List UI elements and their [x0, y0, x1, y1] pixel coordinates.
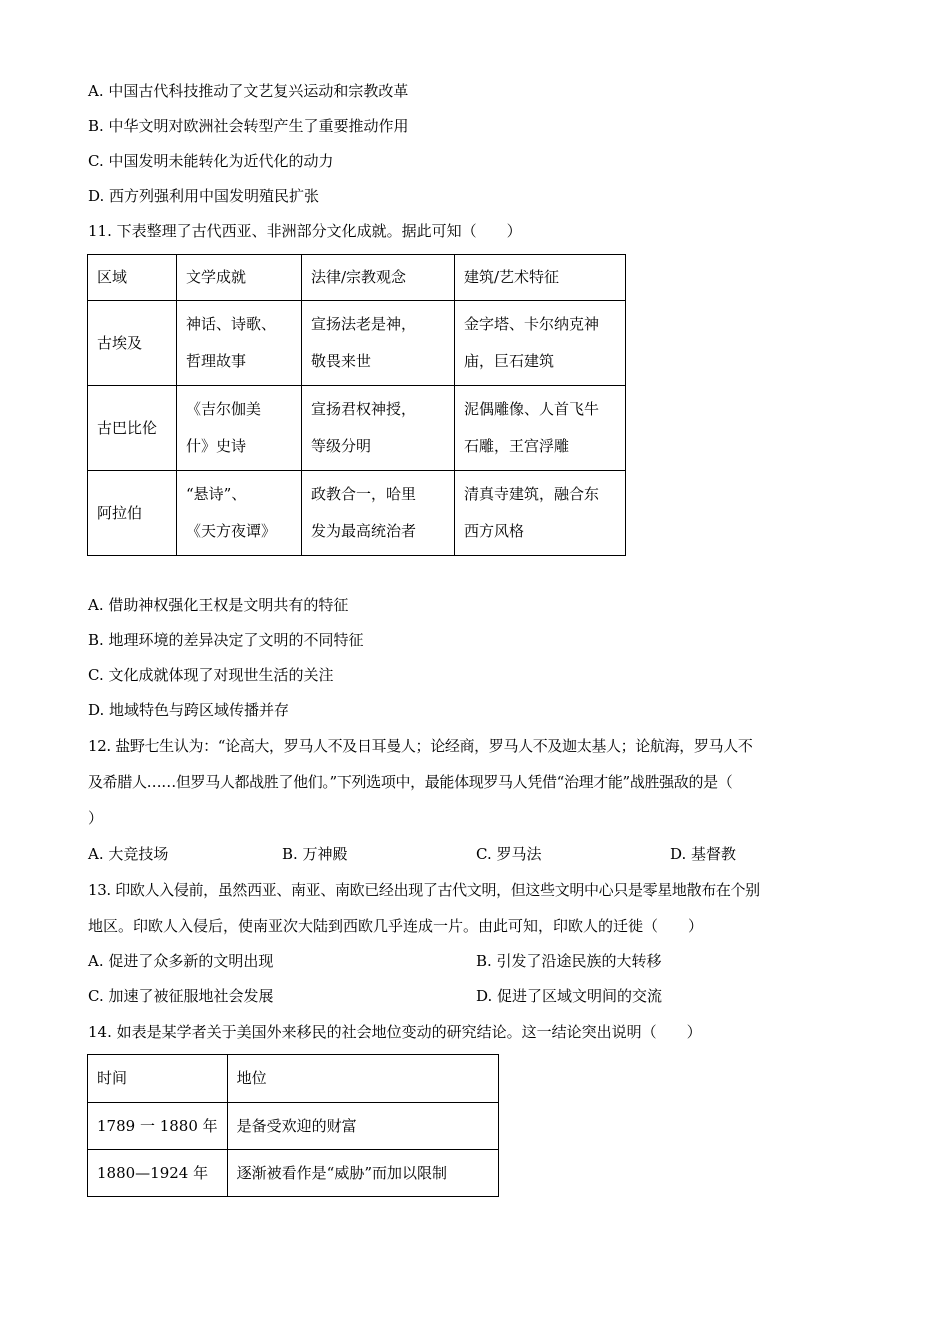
q14-table — [87, 1054, 499, 1197]
table-cell-literature: 神话、诗歌、 哲理故事 — [177, 301, 302, 386]
table-cell-law: 政教合一，哈里 发为最高统治者 — [302, 471, 455, 556]
q14-stem: 14. 如表是某学者关于美国外来移民的社会地位变动的研究结论。这一结论突出说明（ ） — [88, 1023, 702, 1041]
q13-stem-line1: 13. 印欧人入侵前，虽然西亚、南亚、南欧已经出现了古代文明，但这些文明中心只是零星地散布在个别 — [88, 881, 760, 899]
table-cell-time: 1880—1924 年 — [88, 1150, 228, 1197]
table-header-cell: 地位 — [227, 1055, 498, 1103]
q13-option-a: A. 促进了众多新的文明出现 — [88, 952, 274, 970]
q11-table — [87, 254, 626, 556]
table-cell-literature: 《吉尔伽美 什》史诗 — [177, 386, 302, 471]
table-header-cell: 文学成就 — [177, 255, 302, 301]
table-row — [88, 301, 626, 386]
table-header-cell: 法律/宗教观念 — [302, 255, 455, 301]
q13-option-b: B. 引发了沿途民族的大转移 — [476, 952, 662, 970]
table-cell-time: 1789 一 1880 年 — [88, 1103, 228, 1150]
table-cell-law: 宣扬法老是神， 敬畏来世 — [302, 301, 455, 386]
table-header-cell: 建筑/艺术特征 — [455, 255, 626, 301]
table-cell-architecture: 清真寺建筑，融合东 西方风格 — [455, 471, 626, 556]
table-header-cell: 时间 — [88, 1055, 228, 1103]
q11-option-b: B. 地理环境的差异决定了文明的不同特征 — [88, 631, 364, 649]
table-row — [88, 386, 626, 471]
q12-stem-line3: ） — [88, 809, 104, 827]
table-cell-region: 阿拉伯 — [88, 471, 177, 556]
table-cell-architecture: 泥偶雕像、人首飞牛 石雕，王宫浮雕 — [455, 386, 626, 471]
table-cell-status: 逐渐被看作是“威胁”而加以限制 — [227, 1150, 498, 1197]
table-cell-region: 古埃及 — [88, 301, 177, 386]
table-row — [88, 1103, 499, 1150]
q13-option-c: C. 加速了被征服地社会发展 — [88, 987, 274, 1005]
q12-option-c: C. 罗马法 — [476, 845, 542, 863]
q10-option-c: C. 中国发明未能转化为近代化的动力 — [88, 152, 334, 170]
q11-option-d: D. 地域特色与跨区域传播并存 — [88, 701, 290, 719]
table-header-cell: 区域 — [88, 255, 177, 301]
q11-stem: 11. 下表整理了古代西亚、非洲部分文化成就。据此可知（ ） — [88, 222, 522, 240]
table-cell-region: 古巴比伦 — [88, 386, 177, 471]
table-row — [88, 471, 626, 556]
q12-stem-line2: 及希腊人……但罗马人都战胜了他们。”下列选项中，最能体现罗马人凭借“治理才能”战胜强敌的是（ — [88, 773, 733, 791]
table-cell-architecture: 金字塔、卡尔纳克神 庙，巨石建筑 — [455, 301, 626, 386]
q10-option-a: A. 中国古代科技推动了文艺复兴运动和宗教改革 — [88, 82, 409, 100]
q10-option-b: B. 中华文明对欧洲社会转型产生了重要推动作用 — [88, 117, 409, 135]
table-header-row — [88, 255, 626, 301]
q13-option-d: D. 促进了区域文明间的交流 — [476, 987, 663, 1005]
q11-option-c: C. 文化成就体现了对现世生活的关注 — [88, 666, 334, 684]
table-cell-status: 是备受欢迎的财富 — [227, 1103, 498, 1150]
q12-stem-line1: 12. 盐野七生认为：“论高大，罗马人不及日耳曼人；论经商，罗马人不及迦太基人；论航海，罗马人不 — [88, 737, 753, 755]
q11-option-a: A. 借助神权强化王权是文明共有的特征 — [88, 596, 349, 614]
q12-option-b: B. 万神殿 — [282, 845, 348, 863]
q10-option-d: D. 西方列强利用中国发明殖民扩张 — [88, 187, 320, 205]
table-header-row — [88, 1055, 499, 1103]
q12-option-a: A. 大竞技场 — [88, 845, 169, 863]
q13-stem-line2: 地区。印欧人入侵后，使南亚次大陆到西欧几乎连成一片。由此可知，印欧人的迁徙（ ） — [88, 917, 704, 935]
table-cell-law: 宣扬君权神授， 等级分明 — [302, 386, 455, 471]
table-cell-literature: “悬诗”、 《天方夜谭》 — [177, 471, 302, 556]
q12-option-d: D. 基督教 — [670, 845, 737, 863]
table-row — [88, 1150, 499, 1197]
